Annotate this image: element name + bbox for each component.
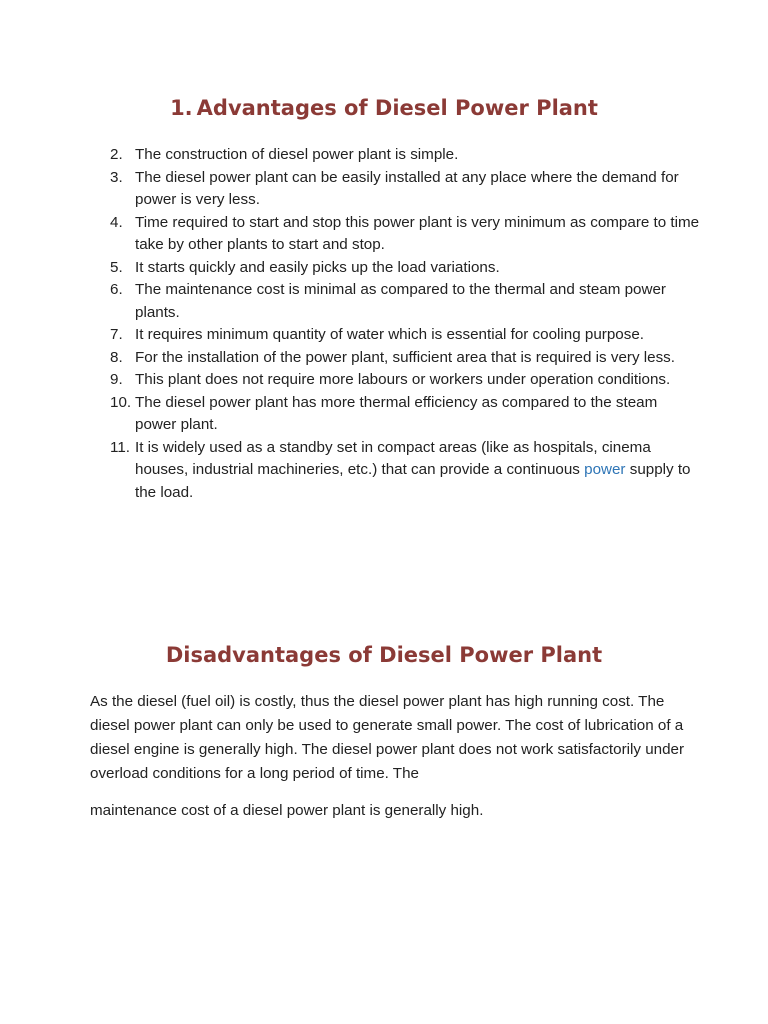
advantages-heading xyxy=(0,96,768,120)
list-item xyxy=(110,392,700,437)
list-item-number: 5. xyxy=(110,258,123,276)
list-item-number: 6. xyxy=(110,281,123,298)
list-item xyxy=(110,324,700,347)
list-item-number: 4. xyxy=(110,213,123,231)
list-item xyxy=(110,167,700,212)
heading-number: 1. xyxy=(170,96,193,120)
list-item-number: 10. xyxy=(110,393,132,411)
list-item-number: 11. xyxy=(110,438,130,456)
list-item xyxy=(110,279,700,324)
list-item-text: It starts quickly and easily picks up the load variations. xyxy=(135,258,500,276)
list-item-text: This plant does not require more labours or workers under operation conditions. xyxy=(135,371,671,388)
list-item xyxy=(110,144,700,167)
disadvantages-last-line: maintenance cost of a diesel power plant is generally high. xyxy=(90,802,484,819)
list-item-text: The diesel power plant has more thermal efficiency as compared to the steam power plant. xyxy=(135,393,658,433)
list-item-text: For the installation of the power plant, sufficient area that is required is very less. xyxy=(135,348,675,366)
advantages-list xyxy=(110,144,700,504)
power-link[interactable]: power xyxy=(584,461,626,478)
advantages-heading-text: Advantages of Diesel Power Plant xyxy=(196,96,598,120)
list-item xyxy=(110,257,700,280)
list-item-text: The diesel power plant can be easily installed at any place where the demand for power is very less. xyxy=(135,168,679,208)
list-item-number: 7. xyxy=(110,326,123,343)
list-item-text-before-link: It is widely used as a standby set in compact areas (like as hospitals, cinema houses, industrial machineries, etc.) that can provide a continuous xyxy=(135,438,651,478)
list-item-number: 2. xyxy=(110,146,123,163)
list-item-number: 9. xyxy=(110,371,123,388)
list-item-text-after-link: supply to the load. xyxy=(135,461,691,501)
list-item-number: 3. xyxy=(110,168,123,186)
list-item-text: The maintenance cost is minimal as compared to the thermal and steam power plants. xyxy=(135,281,666,321)
disadvantages-paragraph: As the diesel (fuel oil) is costly, thus the diesel power plant has high running cost. The diesel power plant can only be used to generate small power. The cost of lubrication of a diesel engine is generally high. The diesel power plant does not work satisfactorily under overload conditions for a long period of time. The xyxy=(90,693,685,782)
disadvantages-heading: Disadvantages of Diesel Power Plant xyxy=(165,643,603,667)
list-item xyxy=(110,347,700,370)
list-item-text: The construction of diesel power plant is simple. xyxy=(135,146,459,163)
list-item xyxy=(110,212,700,257)
list-item xyxy=(110,369,700,392)
list-item-number: 8. xyxy=(110,348,123,366)
list-item-text: It requires minimum quantity of water which is essential for cooling purpose. xyxy=(135,326,645,343)
list-item-text: Time required to start and stop this power plant is very minimum as compare to time take by other plants to start and stop. xyxy=(135,213,700,253)
list-item xyxy=(110,437,700,505)
